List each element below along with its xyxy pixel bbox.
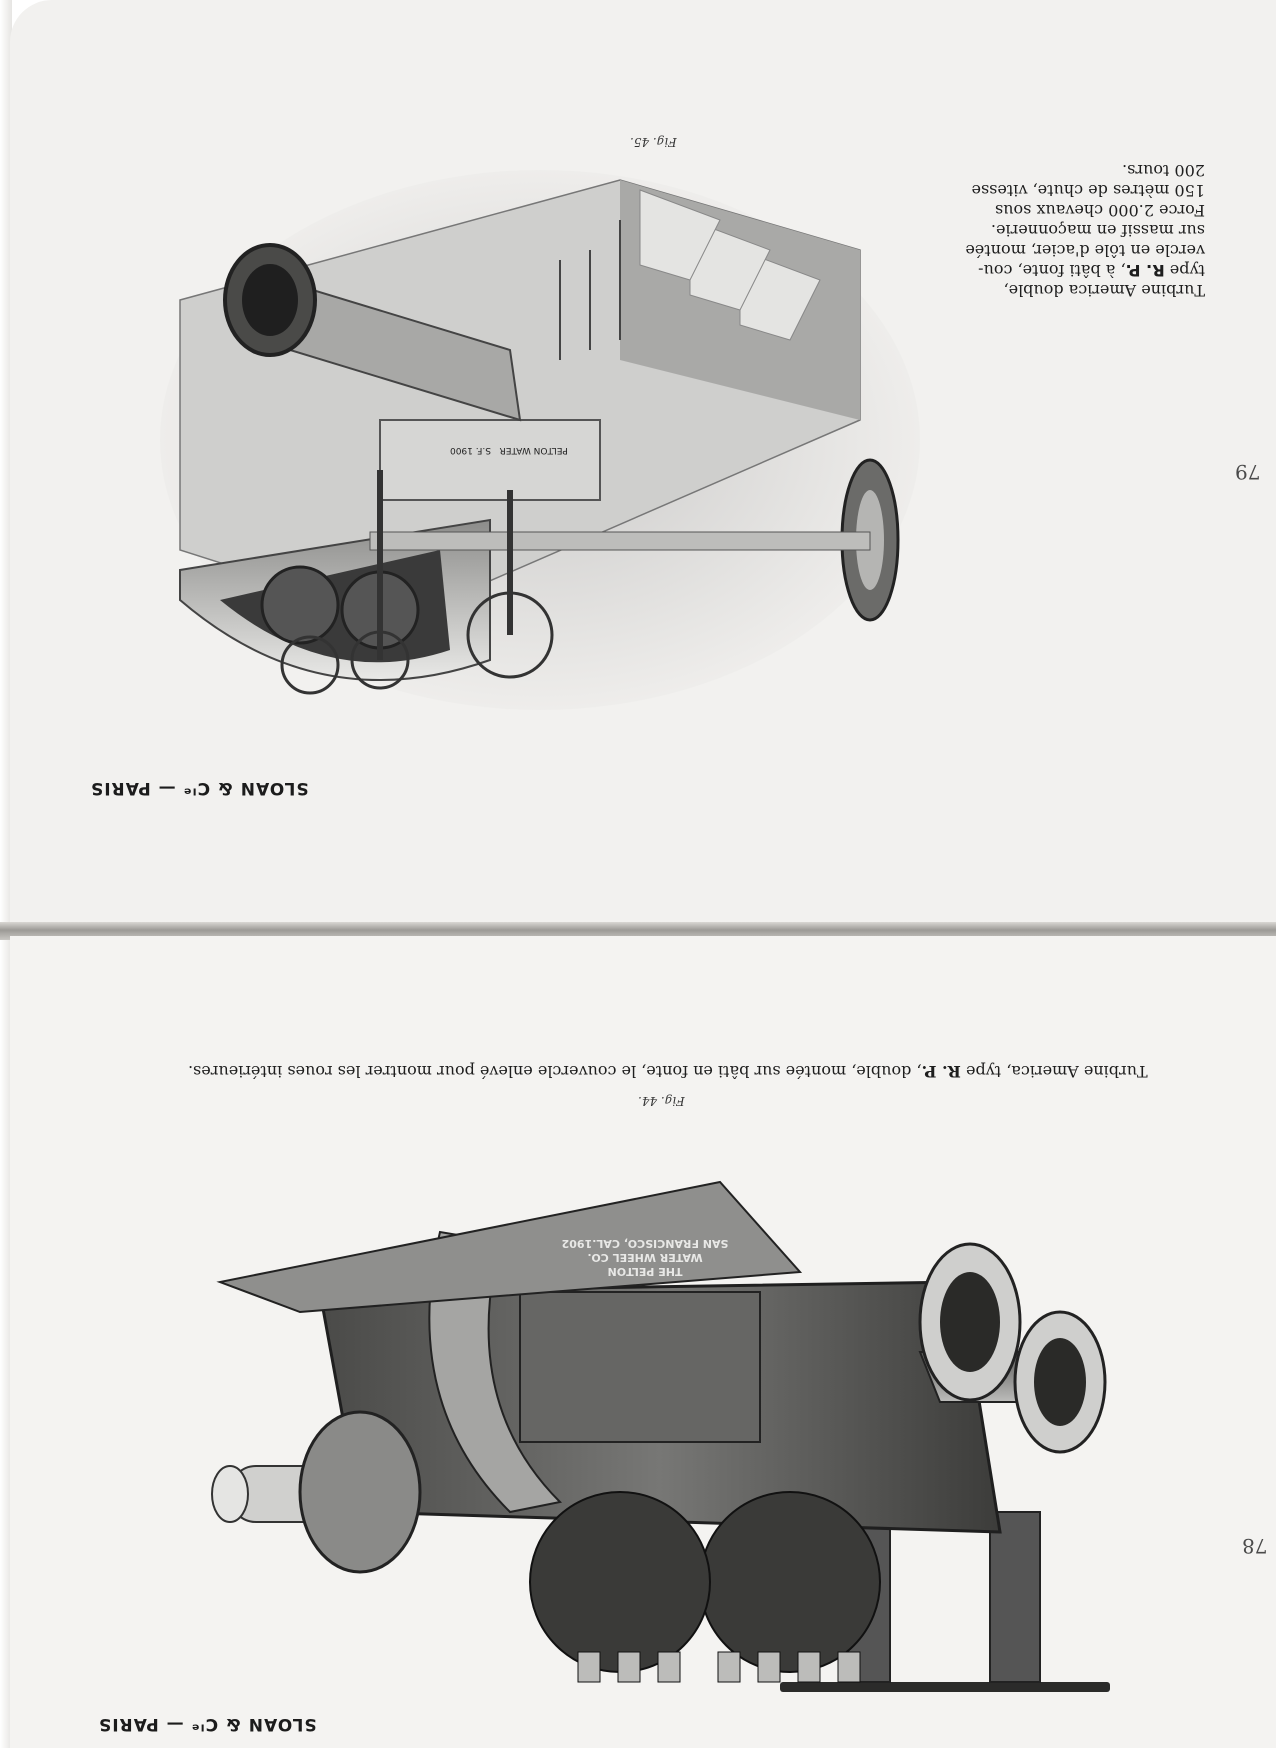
description-line: 200 tours. [1122,161,1205,180]
running-header-brand: SLOAN & Cᴵᵉ — PARIS [90,778,309,798]
type-designation: R. P. [921,1062,961,1081]
page-number: 78 [1242,1534,1268,1558]
page-79 [10,0,1276,928]
figure-45-label: Fig. 45. [630,135,677,149]
figure-44-caption: Turbine America, type R. P., double, montée sur bâti en fonte, le couvercle enlevé pour montrer les roues intérieures. [188,1062,1148,1081]
page-78 [10,936,1276,1748]
description-line: type R. P., à bâti fonte, cou- [978,261,1205,280]
plate-marking-line: WATER WHEEL CO. [587,1251,703,1264]
description-line: Force 2.000 chevaux sous [995,201,1205,220]
figure-44-plate-marking [545,1236,745,1278]
figure-45-illustration [160,160,920,720]
description-line: sur massif en maçonnerie. [990,221,1205,240]
figure-45-description [965,160,1205,300]
description-line: Turbine America double, [1003,281,1205,300]
description-line: vercle en tôle d'acier, montée [965,241,1205,260]
page-number: 79 [1235,460,1261,484]
type-designation: R. P. [1125,261,1165,280]
description-line: 150 mètres de chute, vitesse [971,181,1205,200]
figure-44-label: Fig. 44. [638,1094,685,1108]
plate-marking-line: THE PELTON [607,1265,683,1278]
plate-marking-line: SAN FRANCISCO, CAL.1902 [561,1237,729,1250]
figure-45-plate-marking: PELTON WATER S.F. 1900 [450,445,568,455]
running-header-brand: SLOAN & Cᴵᵉ — PARIS [98,1714,317,1734]
